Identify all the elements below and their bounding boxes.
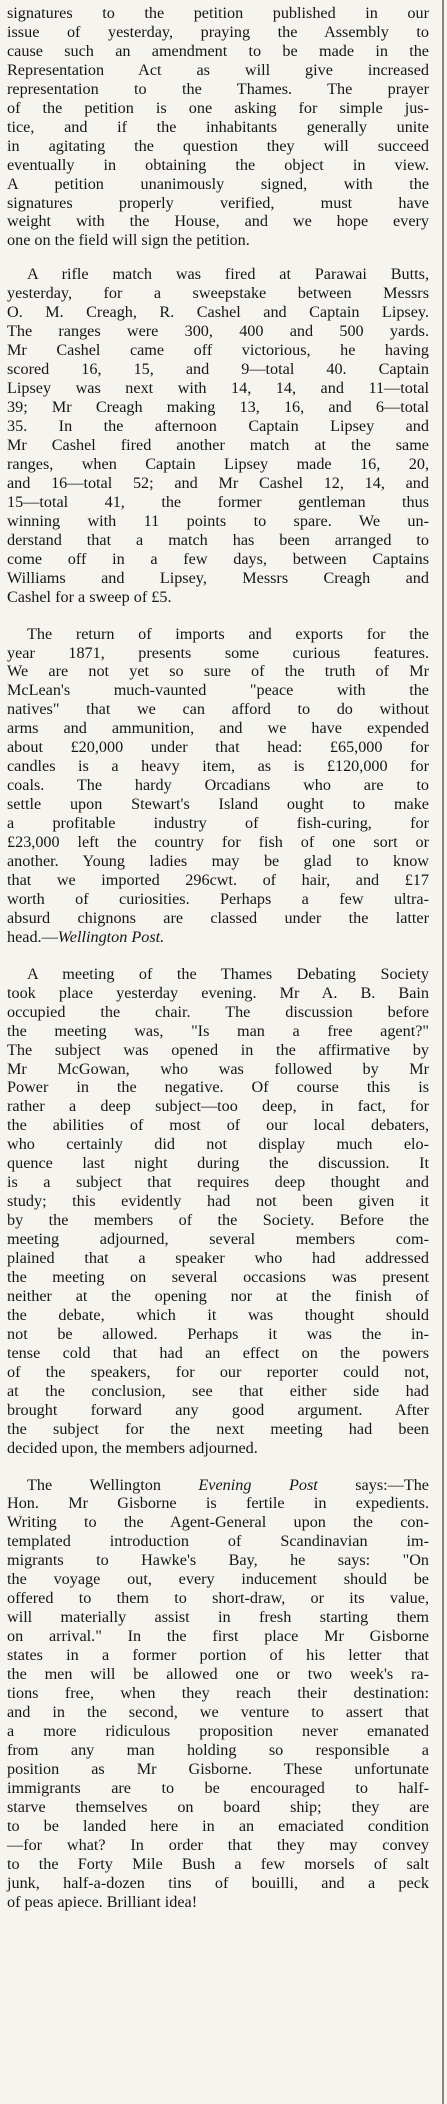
lead-text-rest: says:—The <box>317 1475 429 1494</box>
text-line <box>7 1476 429 1495</box>
text-line: issue of yesterday, praying the Assembly to <box>7 22 429 41</box>
text-line: cause such an amendment to be made in the <box>7 41 429 60</box>
text-line: A rifle match was fired at Parawai Butts, <box>27 265 429 284</box>
text-line: Cashel for a sweep of £5. <box>7 587 172 606</box>
paragraph-gap <box>7 250 429 265</box>
text-line-start: head.— <box>7 927 58 946</box>
text-line: occupied the chair. The discussion before <box>7 1002 429 1021</box>
text-line: to be landed here in an emaciated condition <box>7 1816 429 1835</box>
text-line: derstand that a match has been arranged to <box>7 530 429 549</box>
text-line: and 16—total 52; and Mr Cashel 12, 14, and <box>7 473 429 492</box>
text-line: £23,000 left the country for fish of one sort or <box>7 833 429 852</box>
text-line: and in the second, we venture to assert that <box>7 1702 429 1721</box>
text-line: the men will be allowed one or two week's ra- <box>7 1665 429 1684</box>
paragraph-imports-exports <box>7 625 429 947</box>
text-line: Mr McGowan, who was followed by Mr <box>7 1059 429 1078</box>
text-line: year 1871, presents some curious features. <box>7 643 429 662</box>
text-line: to the Forty Mile Bush a few morsels of salt <box>7 1854 429 1873</box>
text-line: signatures properly verified, must have <box>7 193 429 212</box>
text-line: the debate, which it was thought should <box>7 1305 429 1324</box>
text-line: migrants to Hawke's Bay, he says: "On <box>7 1551 429 1570</box>
paragraph-debating-society <box>7 965 429 1458</box>
source-credit: Wellington Post. <box>57 927 165 946</box>
text-line: yesterday, for a sweepstake between Messrs <box>7 284 429 303</box>
text-line: at the conclusion, see that either side had <box>7 1381 429 1400</box>
paragraph-rifle-match <box>7 265 429 606</box>
text-line: rather a deep subject—too deep, in fact, for <box>7 1097 429 1116</box>
text-line: the abilities of most of our local debaters, <box>7 1116 429 1135</box>
text-line: A meeting of the Thames Debating Society <box>27 964 429 983</box>
text-line: quence last night during the discussion. It <box>7 1154 429 1173</box>
text-line: tice, and if the inhabitants generally unite <box>7 117 429 136</box>
text-line: who certainly did not display much elo- <box>7 1135 429 1154</box>
text-line: is a subject that requires deep thought and <box>7 1173 429 1192</box>
text-line: plained that a speaker who had addressed <box>7 1249 429 1268</box>
text-line: by the members of the Society. Before the <box>7 1211 429 1230</box>
text-line: Mr Cashel came off victorious, he having <box>7 341 429 360</box>
text-line: O. M. Creagh, R. Cashel and Captain Lipsey. <box>7 303 429 322</box>
text-line: Mr Cashel fired another match at the same <box>7 435 429 454</box>
text-line: states in a former portion of his letter that <box>7 1646 429 1665</box>
text-line: 39; Mr Creagh making 13, 16, and 6—total <box>7 398 429 417</box>
paragraph-gisborne <box>7 1476 429 1912</box>
text-line: the subject for the next meeting had been <box>7 1419 429 1438</box>
text-line: settle upon Stewart's Island ought to make <box>7 795 429 814</box>
text-line: —for what? In order that they may convey <box>7 1835 429 1854</box>
text-line: a more ridiculous proposition never emanated <box>7 1721 429 1740</box>
text-line: McLean's much-vaunted "peace with the <box>7 681 429 700</box>
text-line: weight with the House, and we hope every <box>7 212 429 231</box>
text-line: ranges, when Captain Lipsey made 16, 20, <box>7 454 429 473</box>
text-line: A petition unanimously signed, with the <box>7 174 429 193</box>
paragraph-gap <box>7 1458 429 1476</box>
paragraph-gap <box>7 947 429 965</box>
text-line: another. Young ladies may be glad to know <box>7 851 429 870</box>
text-line: will materially assist in fresh starting them <box>7 1608 429 1627</box>
paragraph-thames-petition <box>7 4 429 250</box>
text-line: took place yesterday evening. Mr A. B. Bain <box>7 983 429 1002</box>
text-line: Writing to the Agent-General upon the con- <box>7 1513 429 1532</box>
text-line: immigrants are to be encouraged to half- <box>7 1778 429 1797</box>
text-line: tions free, when they reach their destination: <box>7 1684 429 1703</box>
column-rule <box>442 0 444 2104</box>
text-line: natives" that we can afford to do without <box>7 700 429 719</box>
text-line: Power in the negative. Of course this is <box>7 1078 429 1097</box>
text-line: a profitable industry of fish-curing, for <box>7 814 429 833</box>
text-line: starve themselves on board ship; they are <box>7 1797 429 1816</box>
text-line: The return of imports and exports for the <box>27 624 429 643</box>
newspaper-title: Evening Post <box>198 1475 318 1494</box>
text-line: Hon. Mr Gisborne is fertile in expedients. <box>7 1494 429 1513</box>
text-line: that we imported 296cwt. of hair, and £17 <box>7 870 429 889</box>
text-line: Williams and Lipsey, Messrs Creagh and <box>7 568 429 587</box>
text-line: 15—total 41, the former gentleman thus <box>7 492 429 511</box>
text-line: from any man holding so responsible a <box>7 1740 429 1759</box>
text-line: The ranges were 300, 400 and 500 yards. <box>7 322 429 341</box>
text-line: candles is a heavy item, as is £120,000 for <box>7 757 429 776</box>
text-line: of peas apiece. Brilliant idea! <box>7 1892 198 1911</box>
text-line: of the speakers, for our reporter could not, <box>7 1362 429 1381</box>
text-line: We are not yet so sure of the truth of Mr <box>7 662 429 681</box>
text-line: in agitating the question they will succeed <box>7 136 429 155</box>
text-line: absurd chignons are classed under the latter <box>7 908 429 927</box>
text-line: on arrival." In the first place Mr Gisborne <box>7 1627 429 1646</box>
text-line: the meeting was, "Is man a free agent?" <box>7 1021 429 1040</box>
text-line <box>7 928 429 947</box>
text-line: templated introduction of Scandinavian im- <box>7 1532 429 1551</box>
text-line: the meeting on several occasions was present <box>7 1268 429 1286</box>
text-line: worth of curiosities. Perhaps a few ultra- <box>7 889 429 908</box>
text-line: of the petition is one asking for simple jus- <box>7 98 429 117</box>
text-line: come off in a few days, between Captains <box>7 549 429 568</box>
text-line: arms and ammunition, and we have expended <box>7 719 429 738</box>
text-line: not be allowed. Perhaps it was the in- <box>7 1324 429 1343</box>
text-line: decided upon, the members adjourned. <box>7 1438 258 1457</box>
lead-text: The Wellington <box>27 1475 199 1494</box>
text-line: 35. In the afternoon Captain Lipsey and <box>7 417 429 436</box>
text-line: offered to them to short-draw, or its value, <box>7 1589 429 1608</box>
text-line: brought forward any good argument. After <box>7 1400 429 1419</box>
text-line: neither at the opening nor at the finish of <box>7 1286 429 1305</box>
text-line: about £20,000 under that head: £65,000 for <box>7 738 429 757</box>
text-line: position as Mr Gisborne. These unfortunate <box>7 1759 429 1778</box>
text-line: meeting adjourned, several members com- <box>7 1230 429 1249</box>
text-line: study; this evidently had not been given it <box>7 1192 429 1211</box>
text-line: junk, half-a-dozen tins of bouilli, and a peck <box>7 1873 429 1892</box>
text-line: Representation Act as will give increased <box>7 60 429 79</box>
text-line: coals. The hardy Orcadians who are to <box>7 776 429 795</box>
text-line: Lipsey was next with 14, 14, and 11—total <box>7 379 429 398</box>
paragraph-gap <box>7 607 429 625</box>
text-line: signatures to the petition published in our <box>7 4 429 22</box>
text-line: representation to the Thames. The prayer <box>7 79 429 98</box>
text-line: scored 16, 15, and 9—total 40. Captain <box>7 360 429 379</box>
text-line: The subject was opened in the affirmative by <box>7 1040 429 1059</box>
text-line: eventually in obtaining the object in view. <box>7 155 429 174</box>
text-line: the voyage out, every inducement should be <box>7 1570 429 1589</box>
text-line: winning with 11 points to spare. We un- <box>7 511 429 530</box>
text-line: one on the field will sign the petition. <box>7 231 250 250</box>
text-line: tense cold that had an effect on the powers <box>7 1343 429 1362</box>
